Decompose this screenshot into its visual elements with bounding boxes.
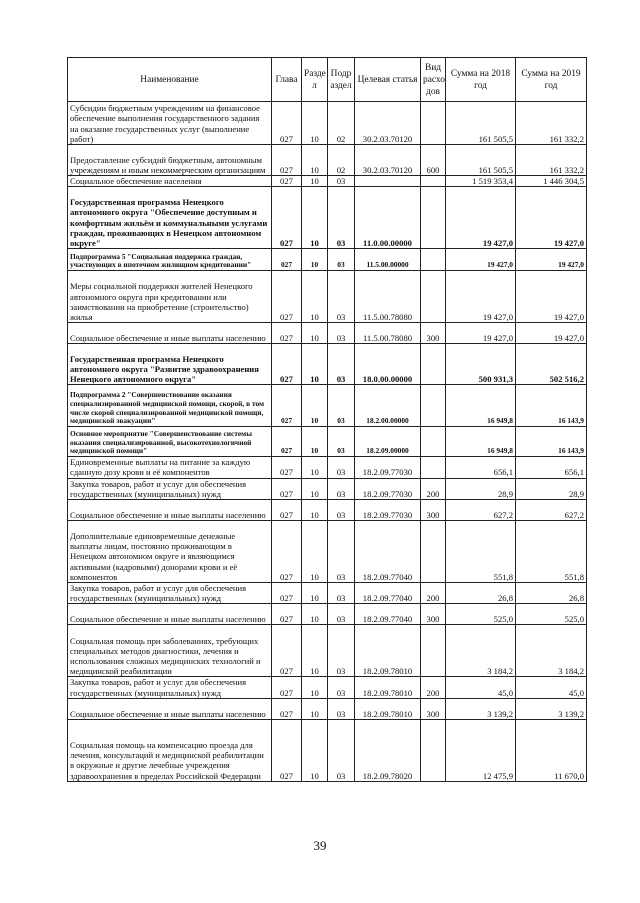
row-chapter: 027 bbox=[272, 604, 302, 625]
row-expense-type bbox=[421, 521, 446, 583]
row-chapter: 027 bbox=[272, 187, 302, 249]
row-chapter: 027 bbox=[272, 271, 302, 323]
row-sum-2019: 502 516,2 bbox=[516, 344, 587, 385]
row-target: 11.5.00.78080 bbox=[355, 323, 421, 344]
row-sum-2019: 161 332,2 bbox=[516, 145, 587, 176]
row-name: Дополнительные единовременные денежные выплаты лицам, постоянно проживающим в Ненецком автономном округе и являющимся активными (кадровыми) донорами крови и её компонентов bbox=[68, 521, 272, 583]
table-row bbox=[68, 385, 587, 427]
row-name: Социальное обеспечение и иные выплаты населению bbox=[68, 698, 272, 719]
row-target: 18.2.09.78010 bbox=[355, 625, 421, 677]
row-sum-2019: 3 184,2 bbox=[516, 625, 587, 677]
row-section: 10 bbox=[302, 344, 328, 385]
row-subsection: 03 bbox=[328, 698, 355, 719]
table-row bbox=[68, 187, 587, 249]
row-name: Субсидии бюджетным учреждениям на финансовое обеспечение выполнения государственного задания на оказание государственных услуг (выполнение работ) bbox=[68, 102, 272, 145]
row-target: 18.0.00.00000 bbox=[355, 344, 421, 385]
table-row bbox=[68, 478, 587, 499]
row-name: Единовременные выплаты на питание за каждую сданную дозу крови и её компонентов bbox=[68, 457, 272, 478]
row-name: Государственная программа Ненецкого автономного округа "Обеспечение доступным и комфортным жильём и коммунальными услугами граждан, проживающих в Ненецком автономном округе" bbox=[68, 187, 272, 249]
row-sum-2018: 161 505,5 bbox=[446, 102, 516, 145]
row-section: 10 bbox=[302, 625, 328, 677]
row-target: 18.2.09.77030 bbox=[355, 500, 421, 521]
row-chapter: 027 bbox=[272, 145, 302, 176]
row-sum-2018: 19 427,0 bbox=[446, 187, 516, 249]
row-section: 10 bbox=[302, 698, 328, 719]
row-target: 18.2.09.78010 bbox=[355, 677, 421, 698]
row-subsection: 03 bbox=[328, 271, 355, 323]
row-subsection: 03 bbox=[328, 344, 355, 385]
row-target: 18.2.09.00000 bbox=[355, 427, 421, 457]
row-chapter: 027 bbox=[272, 677, 302, 698]
row-expense-type bbox=[421, 249, 446, 271]
header-sum-2018: Сумма на 2018 год bbox=[446, 58, 516, 102]
row-subsection: 03 bbox=[328, 583, 355, 604]
row-section: 10 bbox=[302, 500, 328, 521]
row-subsection: 03 bbox=[328, 323, 355, 344]
row-name: Предоставление субсидий бюджетным, автономным учреждениям и иным некоммерческим организациям bbox=[68, 145, 272, 176]
row-section: 10 bbox=[302, 457, 328, 478]
row-name: Социальная помощь на компенсацию проезда для лечения, консультаций и медицинской реабилитации в окружные и другие лечебные учреждения здравоохранения в пределах Российской Федерации bbox=[68, 719, 272, 781]
row-subsection: 03 bbox=[328, 187, 355, 249]
row-sum-2018: 28,9 bbox=[446, 478, 516, 499]
row-subsection: 02 bbox=[328, 145, 355, 176]
row-sum-2018: 19 427,0 bbox=[446, 271, 516, 323]
row-sum-2018: 12 475,9 bbox=[446, 719, 516, 781]
row-sum-2019: 19 427,0 bbox=[516, 187, 587, 249]
row-name: Государственная программа Ненецкого автономного округа "Развитие здравоохранения Ненецкого автономного округа" bbox=[68, 344, 272, 385]
row-expense-type bbox=[421, 427, 446, 457]
table-body bbox=[68, 102, 587, 782]
row-name: Меры социальной поддержки жителей Ненецкого автономного округа при кредитовании или заимствовании на приобретение (строительство) жилья bbox=[68, 271, 272, 323]
row-subsection: 02 bbox=[328, 102, 355, 145]
row-sum-2019: 1 446 304,5 bbox=[516, 176, 587, 187]
header-sum-2019: Сумма на 2019 год bbox=[516, 58, 587, 102]
row-name: Социальное обеспечение и иные выплаты населению bbox=[68, 500, 272, 521]
row-expense-type: 300 bbox=[421, 604, 446, 625]
row-section: 10 bbox=[302, 583, 328, 604]
row-sum-2019: 45,0 bbox=[516, 677, 587, 698]
row-section: 10 bbox=[302, 102, 328, 145]
row-sum-2019: 161 332,2 bbox=[516, 102, 587, 145]
row-section: 10 bbox=[302, 604, 328, 625]
header-name: Наименование bbox=[68, 58, 272, 102]
table-row bbox=[68, 521, 587, 583]
row-chapter: 027 bbox=[272, 249, 302, 271]
row-expense-type: 300 bbox=[421, 323, 446, 344]
row-sum-2018: 656,1 bbox=[446, 457, 516, 478]
row-expense-type bbox=[421, 344, 446, 385]
table-row bbox=[68, 698, 587, 719]
row-expense-type bbox=[421, 625, 446, 677]
row-sum-2018: 16 949,8 bbox=[446, 427, 516, 457]
row-subsection: 03 bbox=[328, 604, 355, 625]
table-row bbox=[68, 145, 587, 176]
row-section: 10 bbox=[302, 271, 328, 323]
row-chapter: 027 bbox=[272, 583, 302, 604]
row-section: 10 bbox=[302, 323, 328, 344]
row-target: 30.2.03.70120 bbox=[355, 145, 421, 176]
row-expense-type bbox=[421, 385, 446, 427]
row-sum-2018: 1 519 353,4 bbox=[446, 176, 516, 187]
row-subsection: 03 bbox=[328, 457, 355, 478]
row-chapter: 027 bbox=[272, 344, 302, 385]
row-chapter: 027 bbox=[272, 478, 302, 499]
row-sum-2019: 26,8 bbox=[516, 583, 587, 604]
row-section: 10 bbox=[302, 427, 328, 457]
row-name: Закупка товаров, работ и услуг для обеспечения государственных (муниципальных) нужд bbox=[68, 677, 272, 698]
row-target: 18.2.00.00000 bbox=[355, 385, 421, 427]
header-chapter: Глава bbox=[272, 58, 302, 102]
row-target: 11.0.00.00000 bbox=[355, 187, 421, 249]
row-expense-type bbox=[421, 176, 446, 187]
row-target: 18.2.09.77030 bbox=[355, 478, 421, 499]
budget-table bbox=[67, 57, 587, 782]
row-section: 10 bbox=[302, 478, 328, 499]
row-sum-2018: 45,0 bbox=[446, 677, 516, 698]
table-row bbox=[68, 344, 587, 385]
row-chapter: 027 bbox=[272, 521, 302, 583]
row-target: 18.2.09.77030 bbox=[355, 457, 421, 478]
row-section: 10 bbox=[302, 385, 328, 427]
row-section: 10 bbox=[302, 187, 328, 249]
row-expense-type: 300 bbox=[421, 698, 446, 719]
row-sum-2018: 3 184,2 bbox=[446, 625, 516, 677]
row-subsection: 03 bbox=[328, 719, 355, 781]
row-section: 10 bbox=[302, 677, 328, 698]
header-row bbox=[68, 58, 587, 102]
row-expense-type: 200 bbox=[421, 583, 446, 604]
row-sum-2019: 19 427,0 bbox=[516, 271, 587, 323]
row-sum-2018: 551,8 bbox=[446, 521, 516, 583]
row-subsection: 03 bbox=[328, 521, 355, 583]
row-name: Основное мероприятие "Совершенствование системы оказания специализированной, высокотехнологичной медицинской помощи" bbox=[68, 427, 272, 457]
table-row bbox=[68, 249, 587, 271]
row-name: Закупка товаров, работ и услуг для обеспечения государственных (муниципальных) нужд bbox=[68, 583, 272, 604]
row-target: 11.5.00.78080 bbox=[355, 271, 421, 323]
row-sum-2019: 28,9 bbox=[516, 478, 587, 499]
row-name: Подпрограмма 2 "Совершенствование оказания специализированной медицинской помощи, скорой, в том числе скорой специализированной медицинской помощи, медицинской эвакуации" bbox=[68, 385, 272, 427]
row-sum-2019: 19 427,0 bbox=[516, 249, 587, 271]
row-sum-2018: 627,2 bbox=[446, 500, 516, 521]
table-row bbox=[68, 323, 587, 344]
row-subsection: 03 bbox=[328, 478, 355, 499]
row-chapter: 027 bbox=[272, 500, 302, 521]
row-expense-type bbox=[421, 102, 446, 145]
row-subsection: 03 bbox=[328, 500, 355, 521]
row-chapter: 027 bbox=[272, 457, 302, 478]
row-target: 18.2.09.77040 bbox=[355, 521, 421, 583]
row-section: 10 bbox=[302, 145, 328, 176]
row-expense-type: 200 bbox=[421, 478, 446, 499]
row-subsection: 03 bbox=[328, 427, 355, 457]
row-name: Социальное обеспечение населения bbox=[68, 176, 272, 187]
row-subsection: 03 bbox=[328, 385, 355, 427]
row-sum-2018: 525,0 bbox=[446, 604, 516, 625]
header-section: Разде л bbox=[302, 58, 328, 102]
row-target: 18.2.09.77040 bbox=[355, 583, 421, 604]
row-sum-2018: 16 949,8 bbox=[446, 385, 516, 427]
table-row bbox=[68, 427, 587, 457]
row-sum-2018: 19 427,0 bbox=[446, 323, 516, 344]
row-chapter: 027 bbox=[272, 427, 302, 457]
row-sum-2019: 16 143,9 bbox=[516, 385, 587, 427]
row-expense-type: 300 bbox=[421, 500, 446, 521]
row-subsection: 03 bbox=[328, 249, 355, 271]
row-expense-type bbox=[421, 187, 446, 249]
row-chapter: 027 bbox=[272, 698, 302, 719]
row-chapter: 027 bbox=[272, 102, 302, 145]
row-name: Социальное обеспечение и иные выплаты населению bbox=[68, 323, 272, 344]
row-name: Подпрограмма 5 "Социальная поддержка граждан, участвующих в ипотечном жилищном кредитовании" bbox=[68, 249, 272, 271]
table-row bbox=[68, 625, 587, 677]
table-row bbox=[68, 500, 587, 521]
table-row bbox=[68, 102, 587, 145]
row-expense-type: 600 bbox=[421, 145, 446, 176]
row-sum-2019: 525,0 bbox=[516, 604, 587, 625]
row-chapter: 027 bbox=[272, 625, 302, 677]
row-sum-2019: 627,2 bbox=[516, 500, 587, 521]
row-section: 10 bbox=[302, 521, 328, 583]
row-sum-2018: 19 427,0 bbox=[446, 249, 516, 271]
table-row bbox=[68, 583, 587, 604]
table-row bbox=[68, 457, 587, 478]
row-chapter: 027 bbox=[272, 719, 302, 781]
table-row bbox=[68, 176, 587, 187]
row-target bbox=[355, 176, 421, 187]
row-chapter: 027 bbox=[272, 176, 302, 187]
row-sum-2018: 26,8 bbox=[446, 583, 516, 604]
page-number: 39 bbox=[313, 838, 327, 853]
table-row bbox=[68, 677, 587, 698]
row-target: 18.2.09.78020 bbox=[355, 719, 421, 781]
row-section: 10 bbox=[302, 176, 328, 187]
row-target: 30.2.03.70120 bbox=[355, 102, 421, 145]
row-name: Социальное обеспечение и иные выплаты населению bbox=[68, 604, 272, 625]
table-row bbox=[68, 271, 587, 323]
row-sum-2019: 656,1 bbox=[516, 457, 587, 478]
row-target: 18.2.09.77040 bbox=[355, 604, 421, 625]
table-row bbox=[68, 719, 587, 781]
row-chapter: 027 bbox=[272, 385, 302, 427]
row-sum-2018: 500 931,3 bbox=[446, 344, 516, 385]
row-expense-type bbox=[421, 271, 446, 323]
row-sum-2018: 161 505,5 bbox=[446, 145, 516, 176]
row-subsection: 03 bbox=[328, 176, 355, 187]
table-row bbox=[68, 604, 587, 625]
header-target: Целевая статья bbox=[355, 58, 421, 102]
header-expense-type: Вид расхо дов bbox=[421, 58, 446, 102]
row-target: 18.2.09.78010 bbox=[355, 698, 421, 719]
row-sum-2019: 11 670,0 bbox=[516, 719, 587, 781]
row-subsection: 03 bbox=[328, 677, 355, 698]
row-sum-2019: 551,8 bbox=[516, 521, 587, 583]
row-sum-2019: 16 143,9 bbox=[516, 427, 587, 457]
row-name: Социальная помощь при заболеваниях, требующих специальных методов диагностики, лечения и использования сложных медицинских технологий и медицинской реабилитации bbox=[68, 625, 272, 677]
row-chapter: 027 bbox=[272, 323, 302, 344]
row-sum-2018: 3 139,2 bbox=[446, 698, 516, 719]
row-expense-type bbox=[421, 719, 446, 781]
row-sum-2019: 3 139,2 bbox=[516, 698, 587, 719]
row-sum-2019: 19 427,0 bbox=[516, 323, 587, 344]
row-section: 10 bbox=[302, 719, 328, 781]
row-name: Закупка товаров, работ и услуг для обеспечения государственных (муниципальных) нужд bbox=[68, 478, 272, 499]
row-expense-type: 200 bbox=[421, 677, 446, 698]
header-subsection: Подр аздел bbox=[328, 58, 355, 102]
row-subsection: 03 bbox=[328, 625, 355, 677]
row-section: 10 bbox=[302, 249, 328, 271]
row-target: 11.5.00.00000 bbox=[355, 249, 421, 271]
row-expense-type bbox=[421, 457, 446, 478]
